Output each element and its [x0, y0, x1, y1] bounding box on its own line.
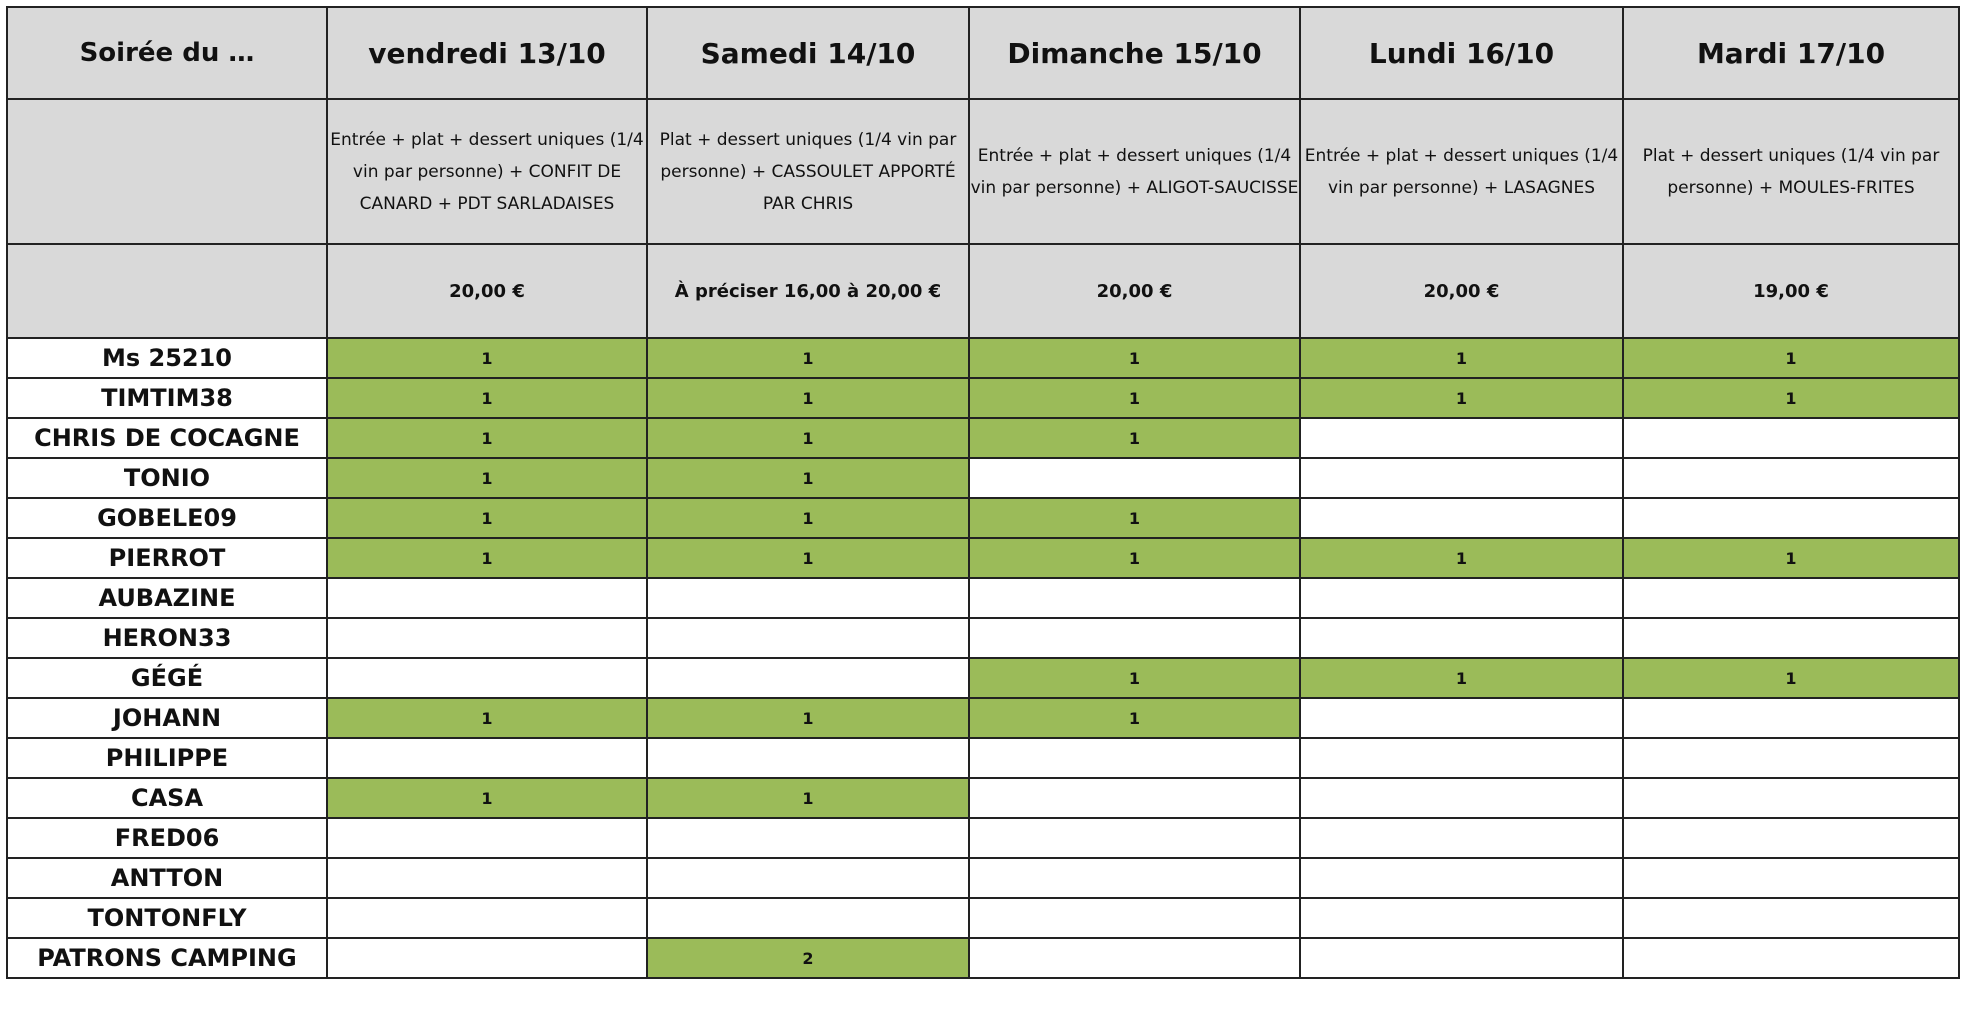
attendance-cell[interactable] — [327, 818, 647, 858]
attendance-cell[interactable]: 1 — [647, 538, 969, 578]
attendance-cell[interactable] — [1300, 698, 1623, 738]
participant-name-cell[interactable]: GOBELE09 — [7, 498, 327, 538]
menu-cell-1[interactable]: Entrée + plat + dessert uniques (1/4 vin par personne) + CONFIT DE CANARD + PDT SARLADAISES — [327, 99, 647, 244]
attendance-cell[interactable]: 1 — [1300, 378, 1623, 418]
participant-row — [7, 538, 1959, 578]
attendance-cell[interactable]: 1 — [647, 338, 969, 378]
attendance-cell[interactable] — [1623, 418, 1959, 458]
corner-cell[interactable]: Soirée du … — [7, 7, 327, 99]
day-header-5[interactable]: Mardi 17/10 — [1623, 7, 1959, 99]
attendance-cell[interactable]: 1 — [969, 418, 1300, 458]
menu-cell-2[interactable]: Plat + dessert uniques (1/4 vin par personne) + CASSOULET APPORTÉ PAR CHRIS — [647, 99, 969, 244]
attendance-cell[interactable] — [647, 898, 969, 938]
day-header-1[interactable]: vendredi 13/10 — [327, 7, 647, 99]
menu-cell-3[interactable]: Entrée + plat + dessert uniques (1/4 vin par personne) + ALIGOT-SAUCISSE — [969, 99, 1300, 244]
attendance-cell[interactable] — [647, 738, 969, 778]
attendance-cell[interactable]: 1 — [327, 458, 647, 498]
attendance-cell[interactable] — [969, 618, 1300, 658]
attendance-cell[interactable] — [327, 938, 647, 978]
sheet-body — [7, 7, 1959, 978]
participant-name-cell[interactable]: HERON33 — [7, 618, 327, 658]
participant-row — [7, 738, 1959, 778]
attendance-cell[interactable]: 1 — [327, 778, 647, 818]
price-cell-1[interactable]: 20,00 € — [327, 244, 647, 338]
participant-row — [7, 458, 1959, 498]
attendance-cell[interactable]: 1 — [647, 418, 969, 458]
attendance-cell[interactable] — [1300, 498, 1623, 538]
attendance-cell[interactable] — [1300, 898, 1623, 938]
attendance-cell[interactable]: 2 — [647, 938, 969, 978]
attendance-cell[interactable]: 1 — [327, 338, 647, 378]
attendance-cell[interactable] — [1623, 458, 1959, 498]
attendance-cell[interactable] — [969, 738, 1300, 778]
attendance-cell[interactable] — [1300, 578, 1623, 618]
price-cell-2[interactable]: À préciser 16,00 à 20,00 € — [647, 244, 969, 338]
attendance-cell[interactable] — [1300, 418, 1623, 458]
participant-name-cell[interactable]: CASA — [7, 778, 327, 818]
menu-row — [7, 99, 1959, 244]
attendance-cell[interactable]: 1 — [327, 498, 647, 538]
participant-row — [7, 698, 1959, 738]
attendance-cell[interactable]: 1 — [327, 418, 647, 458]
menu-cell-4[interactable]: Entrée + plat + dessert uniques (1/4 vin par personne) + LASAGNES — [1300, 99, 1623, 244]
participant-name-cell[interactable]: PATRONS CAMPING — [7, 938, 327, 978]
participant-row — [7, 658, 1959, 698]
price-cell-4[interactable]: 20,00 € — [1300, 244, 1623, 338]
menu-label-cell[interactable] — [7, 99, 327, 244]
attendance-cell[interactable] — [1623, 818, 1959, 858]
participant-name-cell[interactable]: AUBAZINE — [7, 578, 327, 618]
attendance-cell[interactable] — [1623, 898, 1959, 938]
price-cell-3[interactable]: 20,00 € — [969, 244, 1300, 338]
attendance-cell[interactable]: 1 — [969, 338, 1300, 378]
participant-row — [7, 378, 1959, 418]
attendance-cell[interactable] — [1623, 578, 1959, 618]
attendance-cell[interactable] — [647, 858, 969, 898]
attendance-cell[interactable]: 1 — [327, 538, 647, 578]
attendance-cell[interactable] — [327, 658, 647, 698]
participant-name-cell[interactable]: PHILIPPE — [7, 738, 327, 778]
participant-row — [7, 578, 1959, 618]
attendance-cell[interactable] — [327, 898, 647, 938]
attendance-cell[interactable]: 1 — [1300, 538, 1623, 578]
participant-row — [7, 818, 1959, 858]
participant-name-cell[interactable]: FRED06 — [7, 818, 327, 858]
attendance-cell[interactable]: 1 — [1623, 538, 1959, 578]
attendance-cell[interactable] — [327, 578, 647, 618]
attendance-cell[interactable] — [1300, 818, 1623, 858]
attendance-cell[interactable] — [1623, 698, 1959, 738]
attendance-cell[interactable]: 1 — [647, 778, 969, 818]
attendance-cell[interactable]: 1 — [327, 378, 647, 418]
attendance-cell[interactable] — [647, 818, 969, 858]
attendance-cell[interactable] — [969, 858, 1300, 898]
day-header-4[interactable]: Lundi 16/10 — [1300, 7, 1623, 99]
day-header-3[interactable]: Dimanche 15/10 — [969, 7, 1300, 99]
participant-row — [7, 938, 1959, 978]
attendance-cell[interactable] — [327, 618, 647, 658]
participant-name-cell[interactable]: ANTTON — [7, 858, 327, 898]
attendance-cell[interactable] — [1300, 738, 1623, 778]
reservation-sheet — [6, 6, 1960, 979]
attendance-cell[interactable] — [1300, 778, 1623, 818]
price-row — [7, 244, 1959, 338]
attendance-cell[interactable]: 1 — [969, 658, 1300, 698]
attendance-cell[interactable] — [1623, 778, 1959, 818]
menu-cell-5[interactable]: Plat + dessert uniques (1/4 vin par personne) + MOULES-FRITES — [1623, 99, 1959, 244]
attendance-cell[interactable] — [969, 458, 1300, 498]
attendance-cell[interactable]: 1 — [1623, 338, 1959, 378]
participant-name-cell[interactable]: Ms 25210 — [7, 338, 327, 378]
attendance-cell[interactable]: 1 — [647, 498, 969, 538]
attendance-cell[interactable] — [1623, 618, 1959, 658]
participant-row — [7, 418, 1959, 458]
attendance-cell[interactable] — [327, 858, 647, 898]
attendance-cell[interactable]: 1 — [1623, 658, 1959, 698]
attendance-cell[interactable] — [1300, 858, 1623, 898]
attendance-cell[interactable] — [1623, 498, 1959, 538]
attendance-cell[interactable] — [1623, 938, 1959, 978]
attendance-cell[interactable] — [1623, 858, 1959, 898]
attendance-cell[interactable] — [969, 898, 1300, 938]
participant-name-cell[interactable]: PIERROT — [7, 538, 327, 578]
day-header-2[interactable]: Samedi 14/10 — [647, 7, 969, 99]
participant-name-cell[interactable]: GÉGÉ — [7, 658, 327, 698]
price-cell-5[interactable]: 19,00 € — [1623, 244, 1959, 338]
participant-row — [7, 778, 1959, 818]
attendance-cell[interactable]: 1 — [969, 698, 1300, 738]
attendance-cell[interactable]: 1 — [1623, 378, 1959, 418]
attendance-cell[interactable] — [647, 658, 969, 698]
attendance-cell[interactable] — [327, 738, 647, 778]
attendance-cell[interactable] — [1300, 938, 1623, 978]
participant-name-cell[interactable]: JOHANN — [7, 698, 327, 738]
attendance-cell[interactable]: 1 — [647, 698, 969, 738]
attendance-cell[interactable] — [969, 938, 1300, 978]
attendance-cell[interactable] — [647, 618, 969, 658]
attendance-cell[interactable] — [969, 578, 1300, 618]
attendance-cell[interactable] — [1300, 618, 1623, 658]
participant-row — [7, 338, 1959, 378]
participant-name-cell[interactable]: CHRIS DE COCAGNE — [7, 418, 327, 458]
attendance-cell[interactable]: 1 — [647, 378, 969, 418]
participant-name-cell[interactable]: TONTONFLY — [7, 898, 327, 938]
participant-name-cell[interactable]: TIMTIM38 — [7, 378, 327, 418]
header-row — [7, 7, 1959, 99]
attendance-cell[interactable]: 1 — [327, 698, 647, 738]
attendance-cell[interactable] — [969, 818, 1300, 858]
participant-row — [7, 498, 1959, 538]
attendance-cell[interactable]: 1 — [1300, 338, 1623, 378]
participant-name-cell[interactable]: TONIO — [7, 458, 327, 498]
price-label-cell[interactable] — [7, 244, 327, 338]
participant-row — [7, 618, 1959, 658]
attendance-cell[interactable] — [647, 578, 969, 618]
attendance-cell[interactable] — [969, 778, 1300, 818]
attendance-cell[interactable]: 1 — [969, 538, 1300, 578]
participant-row — [7, 858, 1959, 898]
attendance-cell[interactable]: 1 — [969, 378, 1300, 418]
attendance-cell[interactable]: 1 — [1300, 658, 1623, 698]
attendance-cell[interactable]: 1 — [647, 458, 969, 498]
attendance-cell[interactable]: 1 — [969, 498, 1300, 538]
participant-row — [7, 898, 1959, 938]
attendance-cell[interactable] — [1300, 458, 1623, 498]
attendance-cell[interactable] — [1623, 738, 1959, 778]
